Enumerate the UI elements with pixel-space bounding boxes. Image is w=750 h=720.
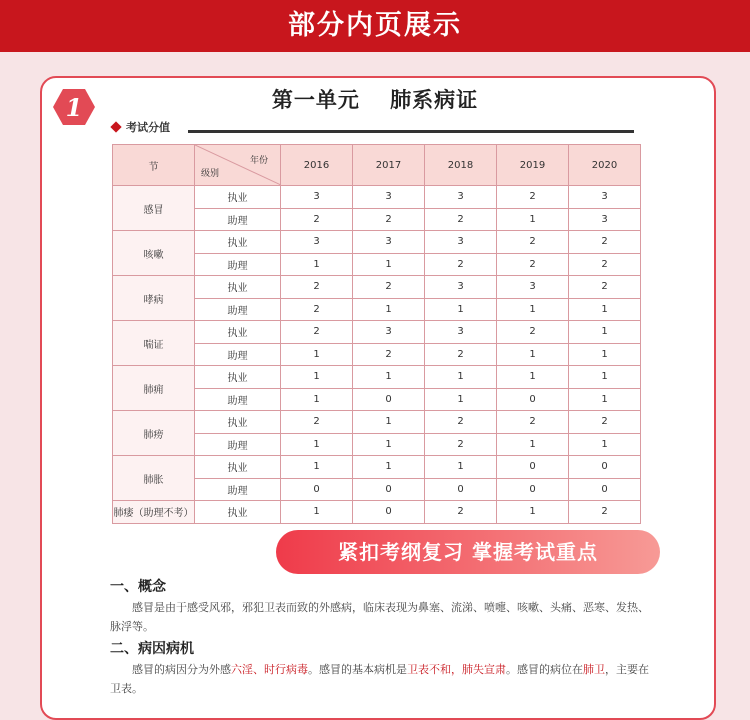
- level-cell: 助理: [195, 343, 281, 366]
- score-cell: 3: [425, 321, 497, 344]
- score-cell: 1: [497, 298, 569, 321]
- section-label-text: 考试分值: [126, 121, 170, 134]
- header-year: 2019: [497, 145, 569, 186]
- score-cell: 1: [497, 501, 569, 524]
- table-row: [113, 231, 641, 254]
- cause-heading: 二、病因病机: [110, 641, 194, 657]
- level-cell: 执业: [195, 186, 281, 209]
- table-row: [113, 501, 641, 524]
- level-cell: 助理: [195, 388, 281, 411]
- score-cell: 1: [569, 433, 641, 456]
- score-cell: 0: [281, 478, 353, 501]
- score-cell: 1: [569, 321, 641, 344]
- score-cell: 3: [425, 231, 497, 254]
- score-cell: 1: [281, 253, 353, 276]
- concept-heading: 一、概念: [110, 579, 166, 595]
- section-name-cell: 哮病: [113, 276, 195, 321]
- score-cell: 3: [353, 186, 425, 209]
- score-cell: 3: [281, 231, 353, 254]
- score-cell: 2: [569, 501, 641, 524]
- score-cell: 2: [425, 433, 497, 456]
- table-row: [113, 411, 641, 434]
- score-cell: 2: [569, 253, 641, 276]
- score-cell: 1: [281, 433, 353, 456]
- body-text: 。感冒的基本病机是: [308, 663, 407, 676]
- score-cell: 1: [353, 456, 425, 479]
- score-cell: 1: [281, 456, 353, 479]
- level-cell: 助理: [195, 478, 281, 501]
- score-cell: 2: [425, 501, 497, 524]
- score-cell: 2: [425, 208, 497, 231]
- score-cell: 1: [281, 501, 353, 524]
- svg-text:1: 1: [65, 93, 83, 122]
- score-cell: 3: [569, 208, 641, 231]
- level-cell: 执业: [195, 276, 281, 299]
- score-cell: 0: [497, 478, 569, 501]
- score-cell: 1: [353, 366, 425, 389]
- section-name-cell: 肺痈: [113, 366, 195, 411]
- body-text: 。感冒的病位在: [506, 663, 583, 676]
- header-diagonal-cell: [195, 145, 281, 186]
- score-cell: 1: [281, 366, 353, 389]
- header-year: 2017: [353, 145, 425, 186]
- body-text: ，主要在卫表。: [110, 663, 649, 695]
- highlight-text: 肺卫: [583, 663, 605, 676]
- table-row: [113, 321, 641, 344]
- section-name-cell: 肺痿（助理不考）: [113, 501, 195, 524]
- table-row: [113, 366, 641, 389]
- section-name-cell: 肺痨: [113, 411, 195, 456]
- score-cell: 2: [281, 208, 353, 231]
- score-cell: 1: [569, 298, 641, 321]
- score-cell: 2: [497, 253, 569, 276]
- level-cell: 执业: [195, 321, 281, 344]
- score-cell: 3: [281, 186, 353, 209]
- score-cell: 0: [353, 388, 425, 411]
- score-cell: 1: [425, 298, 497, 321]
- section-underline: [188, 130, 634, 133]
- score-cell: 3: [497, 276, 569, 299]
- score-cell: 1: [281, 343, 353, 366]
- header-year: 2018: [425, 145, 497, 186]
- score-cell: 2: [497, 321, 569, 344]
- score-cell: 1: [497, 366, 569, 389]
- level-cell: 助理: [195, 253, 281, 276]
- header-year: 2016: [281, 145, 353, 186]
- body-text: 感冒的病因分为外感: [132, 663, 231, 676]
- score-cell: 3: [353, 231, 425, 254]
- score-cell: 1: [425, 366, 497, 389]
- slogan-banner: 紧扣考纲复习 掌握考试重点: [276, 530, 660, 574]
- score-cell: 0: [569, 478, 641, 501]
- score-cell: 2: [569, 276, 641, 299]
- score-cell: 2: [425, 343, 497, 366]
- score-cell: 1: [569, 388, 641, 411]
- section-name-cell: 肺胀: [113, 456, 195, 501]
- score-cell: 2: [497, 411, 569, 434]
- header-year: 2020: [569, 145, 641, 186]
- score-cell: 2: [353, 276, 425, 299]
- header-level-label: 级别: [201, 169, 220, 179]
- diamond-icon: [110, 121, 121, 132]
- score-cell: 2: [497, 231, 569, 254]
- score-cell: 1: [497, 343, 569, 366]
- table-row: [113, 276, 641, 299]
- level-cell: 执业: [195, 231, 281, 254]
- section-label: [112, 120, 642, 136]
- score-cell: 2: [281, 411, 353, 434]
- score-cell: 0: [569, 456, 641, 479]
- score-cell: 1: [569, 343, 641, 366]
- level-cell: 执业: [195, 456, 281, 479]
- score-cell: 0: [353, 478, 425, 501]
- concept-text: 感冒是由于感受风邪，邪犯卫表而致的外感病，临床表现为鼻塞、流涕、喷嚏、咳嗽、头痛、恶寒、发热、脉浮等。: [110, 601, 649, 633]
- score-cell: 2: [569, 411, 641, 434]
- score-cell: 1: [497, 208, 569, 231]
- score-cell: 3: [425, 186, 497, 209]
- page-title: 第一单元 肺系病证: [271, 88, 479, 112]
- score-cell: 2: [353, 208, 425, 231]
- score-cell: 1: [353, 298, 425, 321]
- score-cell: 0: [425, 478, 497, 501]
- header-section: 节: [113, 145, 195, 186]
- score-cell: 2: [497, 186, 569, 209]
- score-cell: 2: [425, 411, 497, 434]
- score-cell: 3: [425, 276, 497, 299]
- level-cell: 助理: [195, 208, 281, 231]
- section-name-cell: 咳嗽: [113, 231, 195, 276]
- score-cell: 1: [281, 388, 353, 411]
- highlight-text: 卫表不和，肺失宣肃: [407, 663, 506, 676]
- score-cell: 2: [281, 276, 353, 299]
- level-cell: 执业: [195, 411, 281, 434]
- highlight-text: 六淫、时行病毒: [231, 663, 308, 676]
- score-cell: 1: [497, 433, 569, 456]
- cause-text: [110, 660, 650, 698]
- score-cell: 2: [281, 298, 353, 321]
- level-cell: 助理: [195, 298, 281, 321]
- table-row: [113, 456, 641, 479]
- score-cell: 0: [497, 388, 569, 411]
- score-cell: 2: [569, 231, 641, 254]
- score-cell: 0: [353, 501, 425, 524]
- level-cell: 执业: [195, 501, 281, 524]
- level-cell: 执业: [195, 366, 281, 389]
- score-cell: 3: [353, 321, 425, 344]
- page-banner: 部分内页展示: [0, 0, 750, 52]
- level-cell: 助理: [195, 433, 281, 456]
- section-name-cell: 喘证: [113, 321, 195, 366]
- score-cell: 2: [353, 343, 425, 366]
- score-cell: 1: [425, 456, 497, 479]
- score-table: [112, 144, 641, 524]
- table-header-row: [113, 145, 641, 186]
- section-name-cell: 感冒: [113, 186, 195, 231]
- score-cell: 2: [425, 253, 497, 276]
- score-cell: 0: [497, 456, 569, 479]
- score-cell: 2: [281, 321, 353, 344]
- table-row: [113, 186, 641, 209]
- header-year-label: 年份: [249, 156, 268, 166]
- score-cell: 3: [569, 186, 641, 209]
- score-cell: 1: [353, 433, 425, 456]
- score-cell: 1: [353, 411, 425, 434]
- score-cell: 1: [569, 366, 641, 389]
- score-cell: 1: [425, 388, 497, 411]
- score-cell: 1: [353, 253, 425, 276]
